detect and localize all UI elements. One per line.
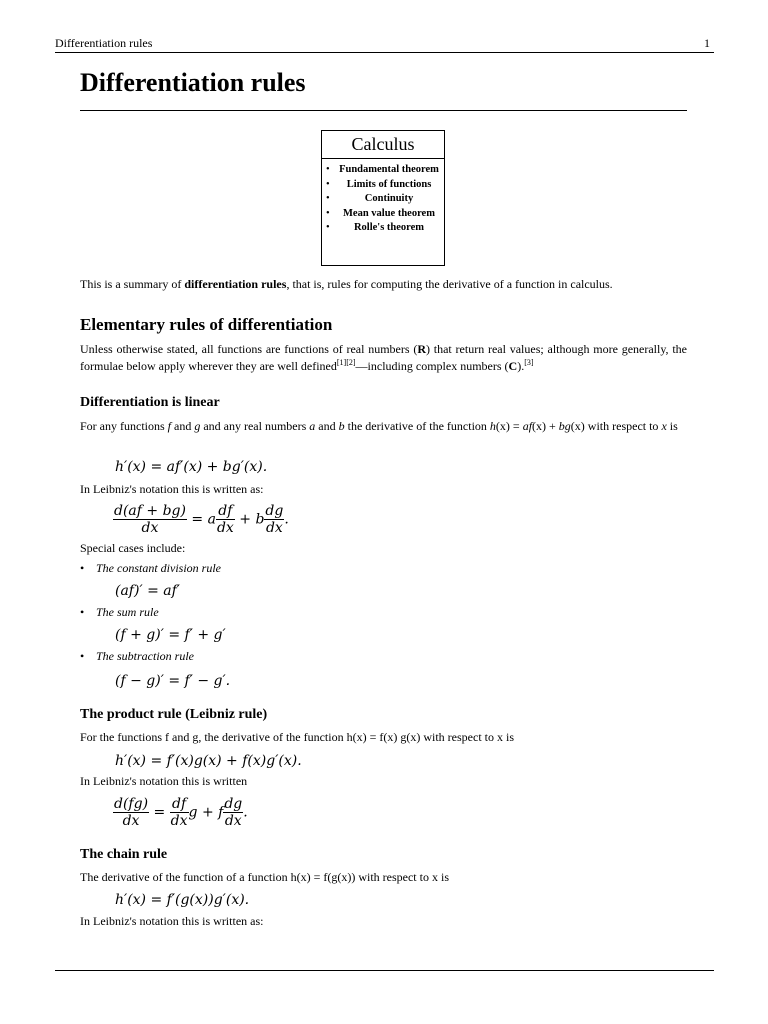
infobox-link[interactable]: Fundamental theorem [339, 164, 439, 175]
product-paragraph: For the functions f and g, the derivative of the function h(x) = f(x) g(x) with respect to x is [80, 730, 514, 744]
infobox-item[interactable] [322, 163, 444, 178]
running-header-title: Differentiation rules [55, 36, 153, 50]
citation-link[interactable]: [3] [524, 358, 534, 367]
leibniz-intro: In Leibniz's notation this is written as: [80, 914, 264, 928]
subsection-heading-product: The product rule (Leibniz rule) [80, 707, 268, 722]
bullet: • [326, 193, 330, 204]
formula-chain: h′(x) = f′(g(x))g′(x). [115, 892, 250, 908]
intro-bold-term: differentiation rules [184, 277, 287, 291]
special-cases-intro: Special cases include: [80, 541, 186, 555]
elementary-paragraph: Unless otherwise stated, all functions are functions of real numbers (R) that return real values; although more generally, the formulae below apply wherever they are well defined[1][2]—including complex numbers (C).[3] [80, 342, 687, 373]
intro-paragraph: This is a summary of differentiation rules, that is, rules for computing the derivative of a function in calculus. [80, 277, 613, 291]
case-label: The subtraction rule [96, 649, 194, 663]
leibniz-intro: In Leibniz's notation this is written [80, 774, 248, 788]
infobox-title: Calculus [322, 131, 444, 159]
formula-product: h′(x) = f′(x)g(x) + f(x)g′(x). [115, 753, 302, 769]
subsection-heading-chain: The chain rule [80, 847, 168, 862]
infobox-item[interactable] [322, 207, 444, 222]
formula-case: (af)′ = af′ [115, 583, 180, 599]
case-label: The constant division rule [96, 561, 221, 575]
bullet: • [326, 164, 330, 175]
bullet: • [326, 207, 330, 219]
bullet: • [326, 222, 330, 233]
title-rule [80, 110, 687, 111]
chain-paragraph: The derivative of the function of a function h(x) = f(g(x)) with respect to x is [80, 870, 449, 884]
calculus-infobox [321, 130, 445, 266]
bullet: • [326, 178, 330, 190]
page-title: Differentiation rules [80, 68, 306, 97]
list-item: • The subtraction rule [80, 649, 194, 663]
infobox-item[interactable] [322, 192, 444, 207]
infobox-item[interactable] [322, 221, 444, 236]
page-number: 1 [704, 36, 710, 50]
case-label: The sum rule [96, 605, 159, 619]
formula-product-leibniz: $\frac{d(fg)}{dx}$ = $\frac{df}{dx}$ g + f $\frac{dg}{dx}$ . [114, 796, 248, 829]
subsection-heading-linear: Differentiation is linear [80, 395, 220, 410]
infobox-link[interactable]: Rolle's theorem [353, 222, 425, 233]
formula-case: (f − g)′ = f′ − g′. [115, 673, 231, 689]
infobox-item[interactable] [322, 178, 444, 193]
section-heading-elementary: Elementary rules of differentiation [80, 315, 333, 334]
infobox-link[interactable]: Continuity [364, 193, 414, 204]
formula-case: (f + g)′ = f′ + g′ [115, 627, 226, 643]
list-item: • The constant division rule [80, 561, 221, 575]
infobox-link[interactable]: Mean value theorem [343, 207, 435, 219]
list-item: • The sum rule [80, 605, 159, 619]
linear-paragraph: For any functions f and g and any real numbers a and b the derivative of the function h(x) = af(x) + bg(x) with respect to x is [80, 419, 678, 433]
header-rule [55, 52, 714, 53]
formula-linear-leibniz: $\frac{d(af + bg)}{dx}$ = a $\frac{df}{dx}$ + b $\frac{dg}{dx}$ . [114, 503, 289, 536]
formula-linear: h′(x) = af′(x) + bg′(x). [115, 459, 268, 475]
citation-link[interactable]: [1][2] [336, 358, 356, 367]
infobox-link[interactable]: Limits of functions [346, 178, 432, 190]
footer-rule [55, 970, 714, 971]
leibniz-intro: In Leibniz's notation this is written as: [80, 482, 264, 496]
